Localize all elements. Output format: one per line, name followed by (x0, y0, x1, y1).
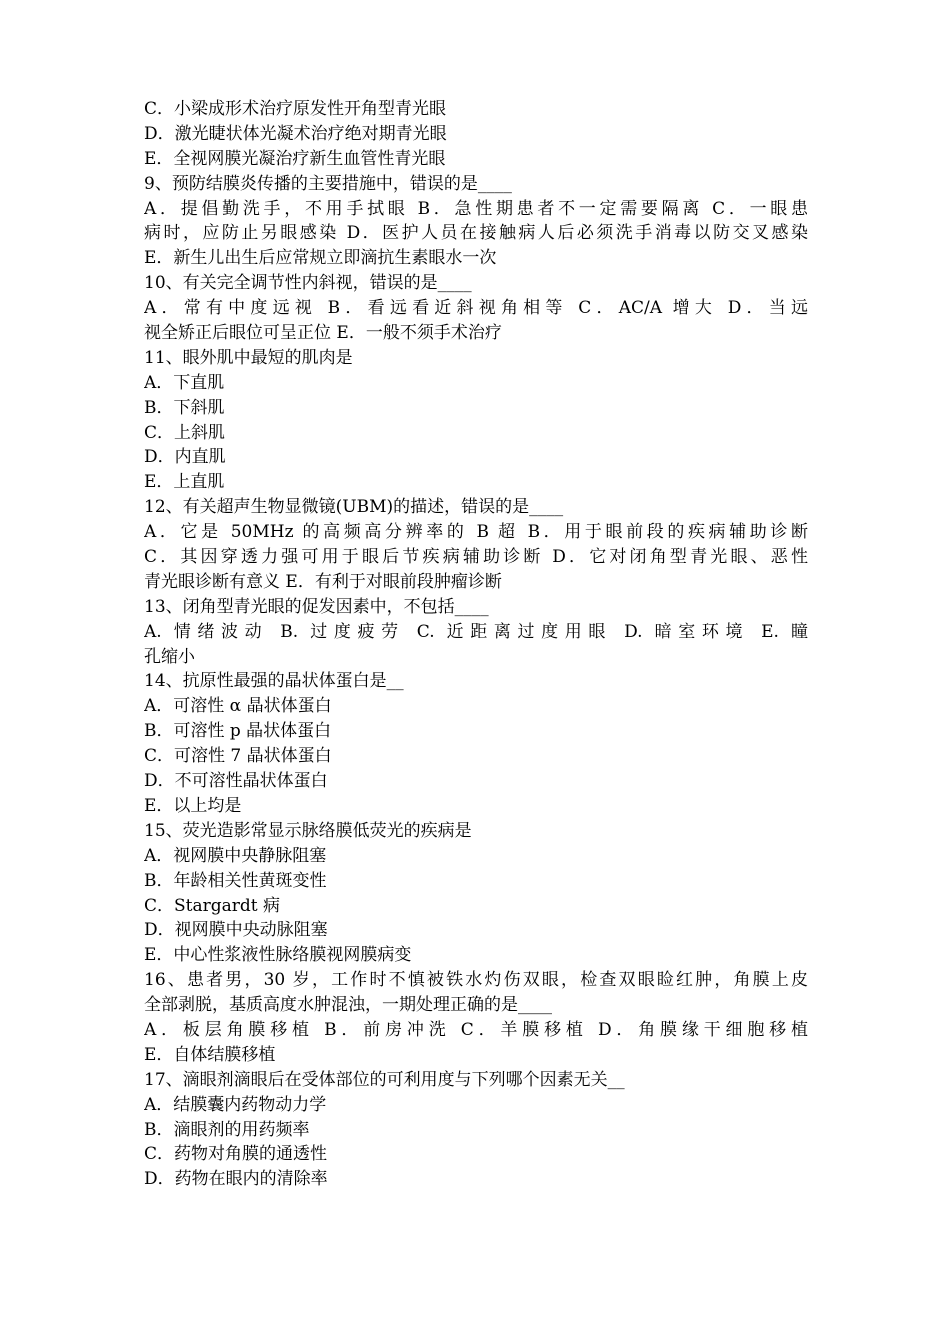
text-line: A. 情绪波动 B. 过度疲劳 C. 近距离过度用眼 D. 暗室环境 E. 瞳 (144, 621, 808, 642)
text-line: E．全视网膜光凝治疗新生血管性青光眼 (144, 148, 446, 169)
text-line: B．滴眼剂的用药频率 (144, 1119, 310, 1140)
text-line: C．药物对角膜的通透性 (144, 1144, 328, 1165)
text-line: D．内直肌 (144, 447, 226, 468)
text-line: A．可溶性 α 晶状体蛋白 (144, 696, 332, 717)
text-line: E．新生儿出生后应常规立即滴抗生素眼水一次 (144, 248, 497, 269)
text-line: D．不可溶性晶状体蛋白 (144, 771, 328, 792)
document-page (144, 97, 808, 1192)
text-line: C．Stargardt 病 (144, 895, 281, 916)
text-line: 11、眼外肌中最短的肌肉是 (144, 347, 353, 368)
text-line: A．结膜囊内药物动力学 (144, 1094, 327, 1115)
text-line: E．中心性浆液性脉络膜视网膜病变 (144, 945, 412, 966)
text-line: D．激光睫状体光凝术治疗绝对期青光眼 (144, 123, 447, 144)
text-line: B．可溶性 p 晶状体蛋白 (144, 721, 332, 742)
text-line: E．上直肌 (144, 472, 225, 493)
text-line: C．小梁成形术治疗原发性开角型青光眼 (144, 99, 447, 119)
text-line: 14、抗原性最强的晶状体蛋白是__ (144, 671, 404, 692)
text-line: 全部剥脱，基质高度水肿混浊，一期处理正确的是____ (144, 995, 552, 1016)
text-line: 10、有关完全调节性内斜视，错误的是____ (144, 273, 472, 294)
text-line: 9、预防结膜炎传播的主要措施中，错误的是____ (144, 173, 512, 194)
text-line: A．提倡勤洗手，不用手拭眼 B．急性期患者不一定需要隔离 C．一眼患 (144, 198, 808, 219)
text-line: D．视网膜中央动脉阻塞 (144, 920, 328, 941)
text-line: 视全矫正后眼位可呈正位 E．一般不须手术治疗 (144, 323, 502, 344)
text-line: E．自体结膜移植 (144, 1044, 276, 1065)
text-line: A．下直肌 (144, 372, 225, 393)
text-line: 15、荧光造影常显示脉络膜低荧光的疾病是 (144, 820, 472, 841)
text-line: A．视网膜中央静脉阻塞 (144, 845, 327, 866)
text-line: D．药物在眼内的清除率 (144, 1169, 328, 1190)
text-line: B．年龄相关性黄斑变性 (144, 870, 327, 891)
text-line: 13、闭角型青光眼的促发因素中，不包括____ (144, 596, 489, 617)
text-line: A．常有中度远视 B．看远看近斜视角相等 C．AC/A 增大 D．当远 (144, 298, 808, 319)
text-line: 病时，应防止另眼感染 D．医护人员在接触病人后必须洗手消毒以防交叉感染 (144, 223, 808, 244)
text-line: C．可溶性 7 晶状体蛋白 (144, 746, 332, 767)
text-line: B．下斜肌 (144, 397, 225, 418)
text-line: A．板层角膜移植 B．前房冲洗 C．羊膜移植 D．角膜缘干细胞移植 (144, 1019, 808, 1040)
text-line: 17、滴眼剂滴眼后在受体部位的可利用度与下列哪个因素无关__ (144, 1069, 625, 1090)
text-line: C．其因穿透力强可用于眼后节疾病辅助诊断 D．它对闭角型青光眼、恶性 (144, 547, 808, 568)
text-line: 16、患者男，30 岁，工作时不慎被铁水灼伤双眼，检查双眼睑红肿，角膜上皮 (144, 970, 808, 991)
text-line: 12、有关超声生物显微镜(UBM)的描述，错误的是____ (144, 497, 564, 518)
text-line: E．以上均是 (144, 795, 242, 816)
text-line: C．上斜肌 (144, 422, 226, 443)
text-line: 青光眼诊断有意义 E．有利于对眼前段肿瘤诊断 (144, 571, 502, 592)
text-line: A．它是 50MHz 的高频高分辨率的 B 超 B．用于眼前段的疾病辅助诊断 (144, 522, 808, 543)
text-line: 孔缩小 (144, 646, 195, 667)
